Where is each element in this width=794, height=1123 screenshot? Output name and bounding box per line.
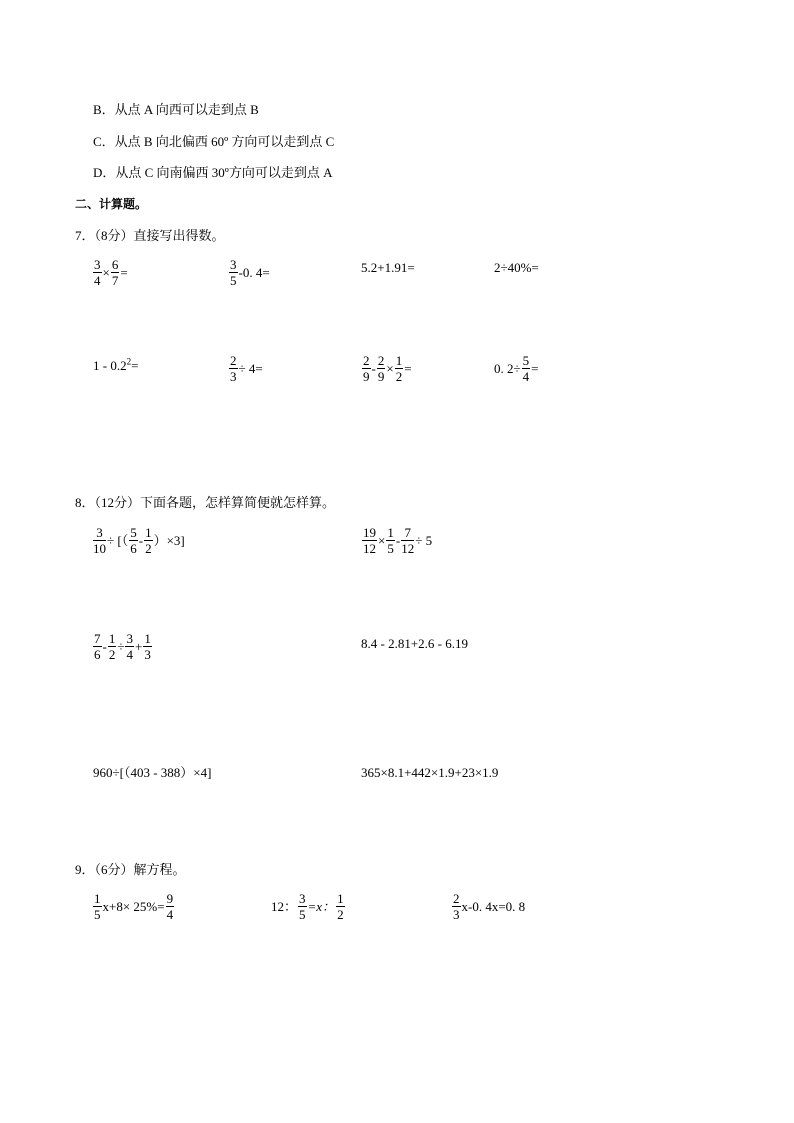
fraction: $\frac{1}{5}$ [387, 525, 394, 556]
fraction: $\frac{1}{5}$ [94, 891, 101, 922]
fraction: $\frac{5}{4}$ [522, 353, 530, 384]
q9-expr-1: $\frac{1}{5}$ x+8× 25%= $\frac{9}{4}$ [94, 891, 174, 922]
fraction: $\frac{6}{7}$ [111, 257, 119, 288]
q7-expr-1: $\frac{3}{4}$ × $\frac{6}{7}$ = [94, 257, 128, 288]
q7-expr-3: 5.2+1.91= [361, 260, 415, 275]
fraction: $\frac{1}{2}$ [145, 525, 152, 556]
q8-expr-6: 365×8.1+442×1.9+23×1.9 [361, 765, 499, 780]
fraction: $\frac{3}{4}$ [94, 257, 101, 288]
fraction: $\frac{3}{10}$ [93, 525, 106, 556]
fraction: $\frac{1}{3}$ [144, 631, 151, 662]
fraction: $\frac{3}{5}$ [230, 257, 237, 288]
q7-expr-6: $\frac{2}{3}$ ÷ 4= [230, 353, 263, 384]
fraction: $\frac{5}{6}$ [130, 525, 137, 556]
fraction: $\frac{7}{12}$ [401, 525, 415, 556]
q9-title: 9．（6分）解方程。 [75, 862, 186, 877]
fraction: $\frac{2}{3}$ [453, 891, 460, 922]
fraction: $\frac{1}{2}$ [395, 353, 403, 384]
choice-b: B．从点 A 向西可以走到点 B [93, 102, 259, 117]
fraction: $\frac{1}{2}$ [108, 631, 116, 662]
fraction: $\frac{2}{3}$ [230, 353, 237, 384]
q9-expr-3: $\frac{2}{3}$ x-0. 4x=0. 8 [453, 891, 526, 922]
q7-title: 7．（8分）直接写出得数。 [75, 228, 225, 243]
choice-d: D．从点 C 向南偏西 30º方向可以走到点 A [93, 165, 333, 180]
fraction: $\frac{7}{6}$ [94, 631, 101, 662]
fraction: $\frac{19}{12}$ [363, 525, 376, 556]
q9-expr-2: 12： $\frac{3}{5}$ =x： $\frac{1}{2}$ [271, 891, 344, 922]
fraction: $\frac{1}{2}$ [337, 891, 344, 922]
q7-expr-8: 0. 2÷ $\frac{5}{4}$ = [494, 353, 539, 384]
q8-expr-5: 960÷[（403 - 388）×4] [93, 765, 212, 780]
q7-expr-4: 2÷40%= [494, 260, 539, 275]
section-title: 二、计算题。 [75, 197, 148, 211]
q8-expr-4: 8.4 - 2.81+2.6 - 6.19 [361, 636, 468, 651]
fraction: $\frac{3}{5}$ [299, 891, 306, 922]
q8-expr-2: $\frac{19}{12}$ × $\frac{1}{5}$ - $\frac{7}{12}$ ÷ 5 [363, 525, 433, 556]
choice-c: C．从点 B 向北偏西 60º 方向可以走到点 C [93, 134, 335, 149]
q7-expr-5: $1 - 0.2^2=$ [93, 356, 139, 373]
q7-expr-7: $\frac{2}{9}$ - $\frac{2}{9}$ × $\frac{1}{2}$ = [363, 353, 412, 384]
q7-expr-2: $\frac{3}{5}$ -0. 4= [230, 257, 270, 288]
fraction: $\frac{2}{9}$ [363, 353, 370, 384]
fraction: $\frac{9}{4}$ [166, 891, 174, 922]
q8-title: 8．（12分）下面各题，怎样算简便就怎样算。 [75, 495, 336, 510]
q8-expr-1: $\frac{3}{10}$ ÷ [（ $\frac{5}{6}$ - $\frac{1}{2}$ ）×3] [93, 525, 185, 556]
fraction: $\frac{2}{9}$ [377, 353, 385, 384]
fraction: $\frac{3}{4}$ [126, 631, 133, 662]
q8-expr-3: $\frac{7}{6}$ - $\frac{1}{2}$ ÷ $\frac{3}{4}$ + $\frac{1}{3}$ [94, 631, 151, 662]
